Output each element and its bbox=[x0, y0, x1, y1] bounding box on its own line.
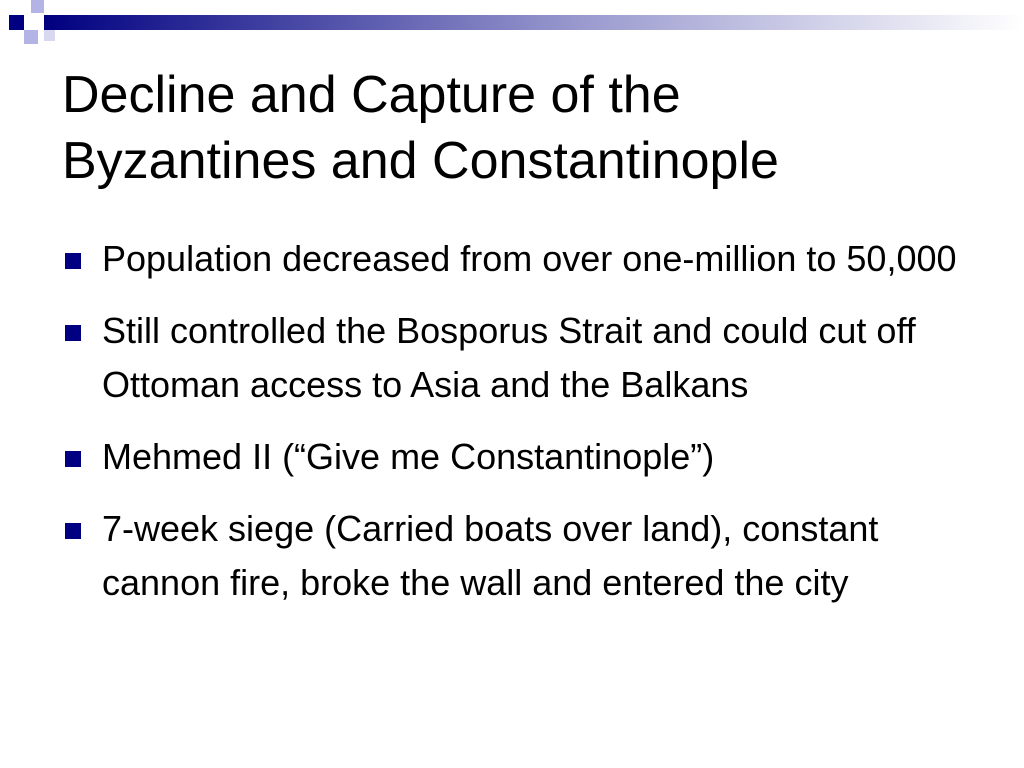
slide-title-line: Byzantines and Constantinople bbox=[62, 132, 779, 190]
bullet-list bbox=[62, 232, 962, 628]
bullet-text: 7-week siege (Carried boats over land), constant cannon fire, broke the wall and entered the city bbox=[102, 508, 879, 603]
bullet-text: Mehmed II (“Give me Constantinople”) bbox=[102, 436, 715, 477]
bullet-text: Still controlled the Bosporus Strait and could cut off Ottoman access to Asia and the Balkans bbox=[102, 310, 916, 405]
decorative-header-band bbox=[0, 0, 1024, 44]
accent-square bbox=[44, 30, 55, 41]
square-bullet-icon bbox=[65, 253, 81, 269]
list-item bbox=[62, 430, 962, 484]
square-bullet-icon bbox=[65, 451, 81, 467]
slide-title bbox=[62, 62, 1002, 194]
slide-title-line: Decline and Capture of the bbox=[62, 66, 681, 124]
list-item bbox=[62, 502, 962, 610]
square-bullet-icon bbox=[65, 523, 81, 539]
bullet-text: Population decreased from over one-million to 50,000 bbox=[102, 238, 957, 279]
accent-square bbox=[24, 30, 38, 44]
list-item bbox=[62, 232, 962, 286]
accent-square bbox=[31, 0, 44, 13]
header-gradient-graphic bbox=[0, 0, 1024, 44]
list-item bbox=[62, 304, 962, 412]
accent-square bbox=[9, 15, 24, 30]
square-bullet-icon bbox=[65, 325, 81, 341]
gradient-bar bbox=[44, 15, 1024, 30]
